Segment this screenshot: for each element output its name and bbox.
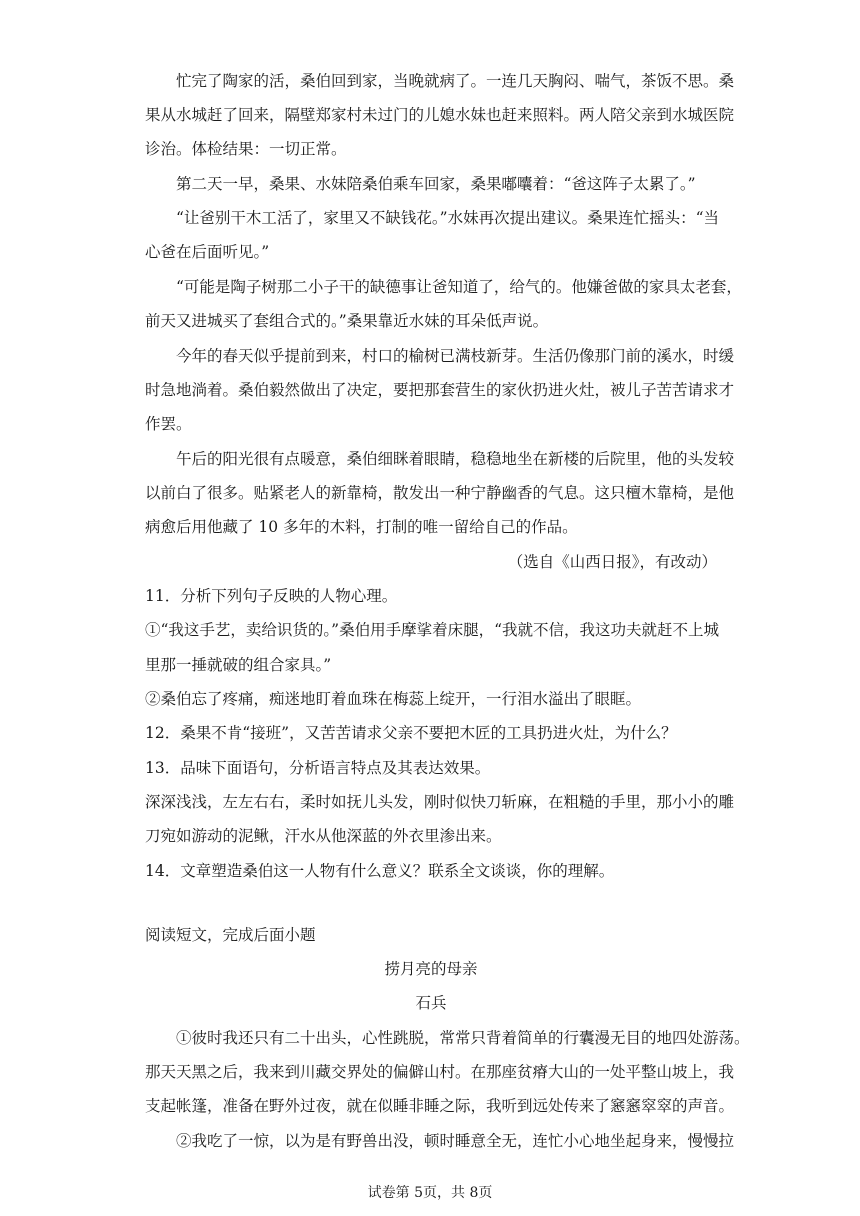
question-line: 11．分析下列句子反映的人物心理。	[145, 587, 398, 605]
story-line: 第二天一早，桑果、水妹陪桑伯乘车回家，桑果嘟囔着：“爸这阵子太累了。”	[176, 175, 696, 193]
article-author: 石兵	[415, 994, 447, 1012]
story-line: 午后的阳光很有点暖意，桑伯细眯着眼睛，稳稳地坐在新楼的后院里，他的头发较	[176, 450, 735, 468]
story-line: 病愈后用他藏了 10 多年的木料，打制的唯一留给自己的作品。	[145, 518, 578, 536]
question-line: 刀宛如游动的泥鳅，汗水从他深蓝的外衣里渗出来。	[145, 827, 502, 845]
story-line: 今年的春天似乎提前到来，村口的榆树已满枝新芽。生活仍像那门前的溪水，时缓	[176, 347, 735, 365]
story-line: 时急地淌着。桑伯毅然做出了决定，要把那套营生的家伙扔进火灶，被儿子苦苦请求才	[145, 381, 735, 399]
page-footer: 试卷第 5页，共 8页	[367, 1185, 493, 1201]
story-line: 作罢。	[145, 415, 192, 433]
article-title: 捞月亮的母亲	[384, 960, 478, 978]
story-line: 诊治。体检结果：一切正常。	[145, 140, 347, 158]
story-line: 果从水城赶了回来，隔壁郑家村未过门的儿媳水妹也赶来照料。两人陪父亲到水城医院	[145, 106, 735, 124]
reading-instruction: 阅读短文，完成后面小题	[145, 926, 316, 944]
story-line: “让爸别干木工活了，家里又不缺钱花。”水妹再次提出建议。桑果连忙摇头：“当	[176, 209, 720, 227]
question-line: 里那一捶就破的组合家具。”	[145, 656, 332, 674]
source-note: （选自《山西日报》，有改动）	[507, 553, 717, 571]
question-line: 14．文章塑造桑伯这一人物有什么意义？联系全文谈谈，你的理解。	[145, 862, 615, 880]
story-line: “可能是陶子树那二小子干的缺德事让爸知道了，给气的。他嫌爸做的家具太老套，	[176, 278, 742, 296]
question-line: 深深浅浅，左左右右，柔时如抚儿头发，刚时似快刀斩麻，在粗糙的手里，那小小的雕	[145, 793, 735, 811]
article-line: 支起帐篷，准备在野外过夜，就在似睡非睡之际，我听到远处传来了窸窸窣窣的声音。	[145, 1097, 735, 1115]
question-line: ①“我这手艺，卖给识货的。”桑伯用手摩挲着床腿，“我就不信，我这功夫就赶不上城	[145, 621, 720, 639]
question-line: 12．桑果不肯“接班”，又苦苦请求父亲不要把木匠的工具扔进火灶，为什么？	[145, 724, 677, 742]
question-line: 13．品味下面语句，分析语言特点及其表达效果。	[145, 759, 491, 777]
article-line: ①彼时我还只有二十出头，心性跳脱，常常只背着简单的行囊漫无目的地四处游荡。	[176, 1029, 750, 1047]
article-line: 那天天黑之后，我来到川藏交界处的偏僻山村。在那座贫瘠大山的一处平整山坡上，我	[145, 1063, 735, 1081]
story-line: 心爸在后面听见。”	[145, 243, 270, 261]
story-line: 忙完了陶家的活，桑伯回到家，当晚就病了。一连几天胸闷、喘气，茶饭不思。桑	[176, 72, 735, 90]
story-line: 以前白了很多。贴紧老人的新靠椅，散发出一种宁静幽香的气息。这只檀木靠椅，是他	[145, 484, 735, 502]
story-line: 前天又进城买了套组合式的。”桑果靠近水妹的耳朵低声说。	[145, 312, 549, 330]
question-line: ②桑伯忘了疼痛，痴迷地盯着血珠在梅蕊上绽开，一行泪水溢出了眼眶。	[145, 690, 642, 708]
article-line: ②我吃了一惊，以为是有野兽出没，顿时睡意全无，连忙小心地坐起身来，慢慢拉	[176, 1132, 735, 1150]
